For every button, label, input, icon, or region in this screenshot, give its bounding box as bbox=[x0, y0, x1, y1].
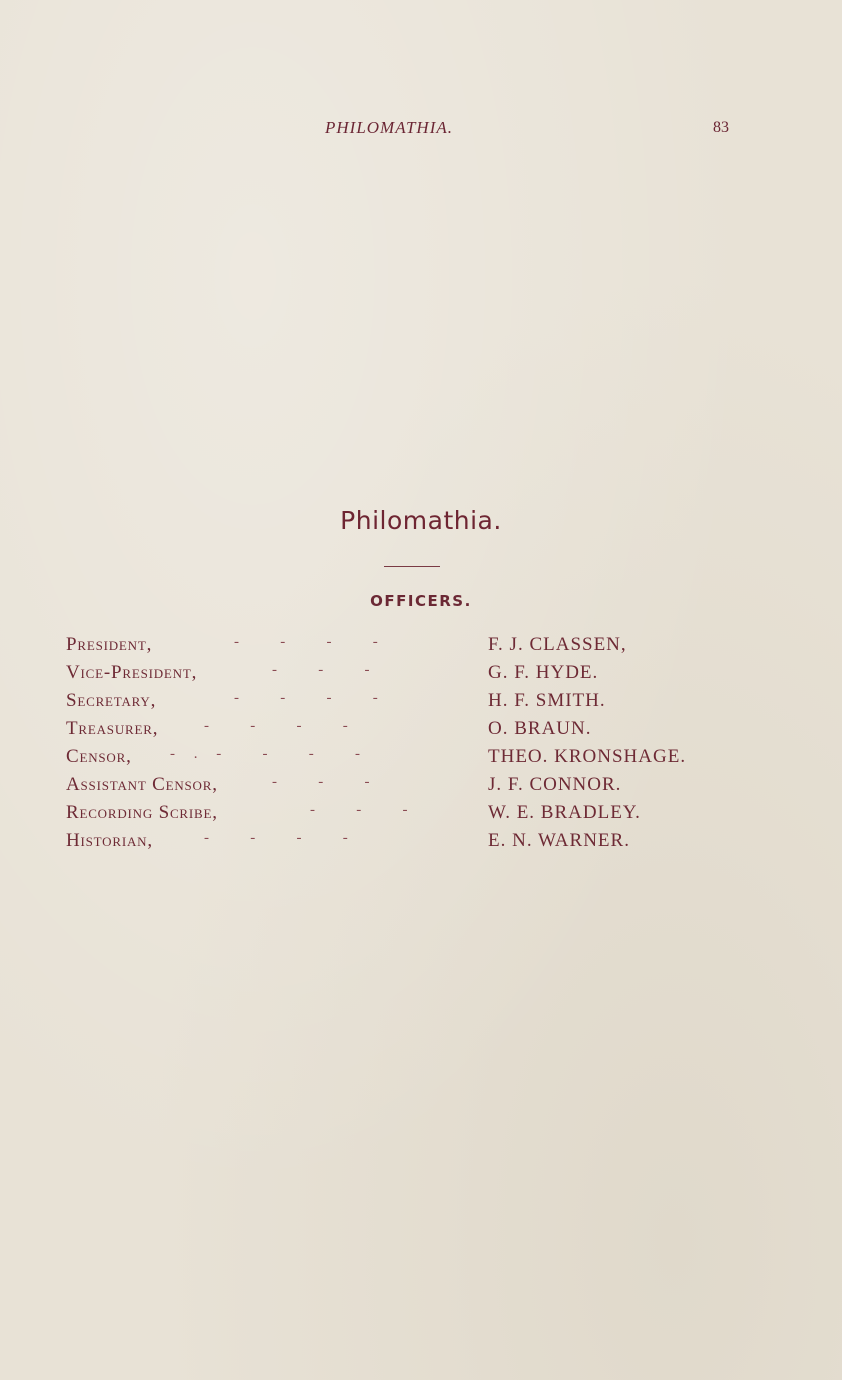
office-title: President, bbox=[66, 634, 153, 655]
office-title: Secretary, bbox=[66, 690, 157, 711]
section-title: Philomathia. bbox=[340, 506, 502, 535]
officer-name: H. F. SMITH. bbox=[488, 690, 606, 711]
officer-row bbox=[66, 718, 736, 746]
officer-name: O. BRAUN. bbox=[488, 718, 592, 739]
officer-row bbox=[66, 690, 736, 718]
running-title: PHILOMATHIA. bbox=[325, 118, 453, 137]
office-title: Treasurer, bbox=[66, 718, 159, 739]
officers-list bbox=[66, 634, 736, 858]
dot-leaders: - - - bbox=[310, 802, 408, 818]
officer-row bbox=[66, 746, 736, 774]
dot-leaders: - - - - bbox=[234, 690, 378, 706]
office-title: Assistant Censor, bbox=[66, 774, 218, 795]
officer-row bbox=[66, 662, 736, 690]
dot-leaders: - . - - - - bbox=[170, 746, 360, 762]
officer-row bbox=[66, 830, 736, 858]
dot-leaders: - - - - bbox=[204, 718, 348, 734]
dot-leaders: - - - - bbox=[234, 634, 378, 650]
office-title: Recording Scribe, bbox=[66, 802, 218, 823]
title-divider bbox=[384, 566, 440, 567]
office-title: Censor, bbox=[66, 746, 132, 767]
officers-heading: OFFICERS. bbox=[370, 592, 472, 610]
officer-row bbox=[66, 802, 736, 830]
officer-name: THEO. KRONSHAGE. bbox=[488, 746, 687, 767]
dot-leaders: - - - bbox=[272, 774, 370, 790]
dot-leaders: - - - - bbox=[204, 830, 348, 846]
dot-leaders: - - - bbox=[272, 662, 370, 678]
officer-name: F. J. CLASSEN, bbox=[488, 634, 627, 655]
office-title: Historian, bbox=[66, 830, 153, 851]
officer-name: W. E. BRADLEY. bbox=[488, 802, 641, 823]
officer-row bbox=[66, 634, 736, 662]
officer-name: E. N. WARNER. bbox=[488, 830, 630, 851]
page-number: 83 bbox=[713, 119, 729, 136]
officer-name: J. F. CONNOR. bbox=[488, 774, 622, 795]
officer-name: G. F. HYDE. bbox=[488, 662, 599, 683]
running-head bbox=[0, 118, 842, 142]
officer-row bbox=[66, 774, 736, 802]
office-title: Vice-President, bbox=[66, 662, 198, 683]
